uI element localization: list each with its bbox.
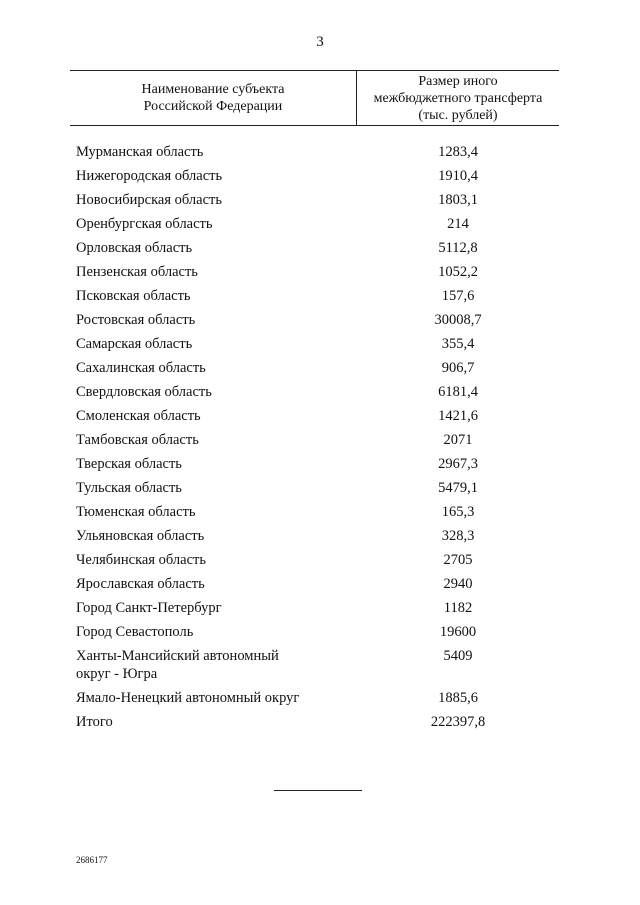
table-row: [0, 524, 640, 548]
transfer-amount: 19600: [439, 624, 477, 640]
transfer-amount: 2967,3: [438, 456, 478, 472]
subject-name: Тульская область: [76, 480, 182, 496]
transfer-amount: 2071: [443, 432, 473, 448]
subject-name: Город Севастополь: [76, 624, 194, 640]
table-row: [0, 452, 640, 476]
table-row: [0, 332, 640, 356]
transfer-amount: 6181,4: [438, 384, 478, 400]
header-name: Наименование субъекта Российской Федерации: [141, 82, 285, 114]
subject-name: Город Санкт-Петербург: [76, 600, 222, 616]
transfer-amount: 2705: [443, 552, 473, 568]
table-row: [0, 380, 640, 404]
transfer-amount: 5112,8: [438, 240, 478, 256]
transfer-amount: 222397,8: [430, 714, 486, 730]
table-row: [0, 476, 640, 500]
table-row: [0, 260, 640, 284]
table-row: [0, 356, 640, 380]
subject-name: Тверская область: [76, 456, 182, 472]
subject-name: Ямало-Ненецкий автономный округ: [76, 690, 300, 706]
subject-name: Ханты-Мансийский автономный округ - Югра: [76, 648, 279, 682]
transfer-amount: 1283,4: [438, 144, 478, 160]
table-row: [0, 428, 640, 452]
header-value: Размер иного межбюджетного трансферта (тыс. рублей): [373, 73, 543, 123]
table-row: [0, 572, 640, 596]
table-row: [0, 548, 640, 572]
table-row: [0, 596, 640, 620]
transfer-amount: 214: [447, 216, 469, 232]
subject-name: Мурманская область: [76, 144, 204, 160]
subject-name: Смоленская область: [76, 408, 201, 424]
subject-name: Псковская область: [76, 288, 191, 304]
table-row: [0, 308, 640, 332]
table-row: [0, 404, 640, 428]
transfer-amount: 5479,1: [438, 480, 478, 496]
subject-name: Самарская область: [76, 336, 193, 352]
subject-name: Свердловская область: [76, 384, 212, 400]
table-row: [0, 710, 640, 734]
transfer-amount: 355,4: [441, 336, 475, 352]
subject-name: Нижегородская область: [76, 168, 223, 184]
subject-name: Сахалинская область: [76, 360, 206, 376]
subject-name: Тамбовская область: [76, 432, 199, 448]
footer-rule: [274, 790, 362, 791]
transfer-amount: 2940: [443, 576, 473, 592]
table-row: [0, 500, 640, 524]
table-row: [0, 620, 640, 644]
table-row: [0, 188, 640, 212]
transfer-amount: 165,3: [441, 504, 475, 520]
table-row: [0, 644, 640, 686]
subject-name: Итого: [76, 714, 113, 730]
transfer-amount: 1803,1: [438, 192, 478, 208]
transfer-amount: 157,6: [441, 288, 475, 304]
transfer-amount: 1052,2: [438, 264, 478, 280]
subject-name: Новосибирская область: [76, 192, 222, 208]
table-row: [0, 686, 640, 710]
page-number: 3: [316, 34, 324, 50]
table-header-rule: [70, 125, 559, 126]
table-top-rule: [70, 70, 559, 71]
subject-name: Пензенская область: [76, 264, 198, 280]
subject-name: Орловская область: [76, 240, 193, 256]
table-row: [0, 236, 640, 260]
subject-name: Ростовская область: [76, 312, 196, 328]
transfer-amount: 1910,4: [438, 168, 478, 184]
transfer-amount: 30008,7: [434, 312, 482, 328]
subject-name: Оренбургская область: [76, 216, 213, 232]
document-code: 2686177: [76, 855, 108, 865]
transfer-amount: 328,3: [441, 528, 475, 544]
table-row: [0, 284, 640, 308]
transfer-amount: 1421,6: [438, 408, 478, 424]
table-row: [0, 212, 640, 236]
subject-name: Ульяновская область: [76, 528, 205, 544]
table-row: [0, 140, 640, 164]
table-body: [0, 140, 640, 734]
subject-name: Ярославская область: [76, 576, 205, 592]
subject-name: Челябинская область: [76, 552, 206, 568]
subject-name: Тюменская область: [76, 504, 196, 520]
transfer-amount: 1885,6: [438, 690, 478, 706]
transfer-amount: 5409: [443, 648, 473, 664]
table-row: [0, 164, 640, 188]
transfer-amount: 906,7: [441, 360, 475, 376]
transfer-amount: 1182: [443, 600, 473, 616]
